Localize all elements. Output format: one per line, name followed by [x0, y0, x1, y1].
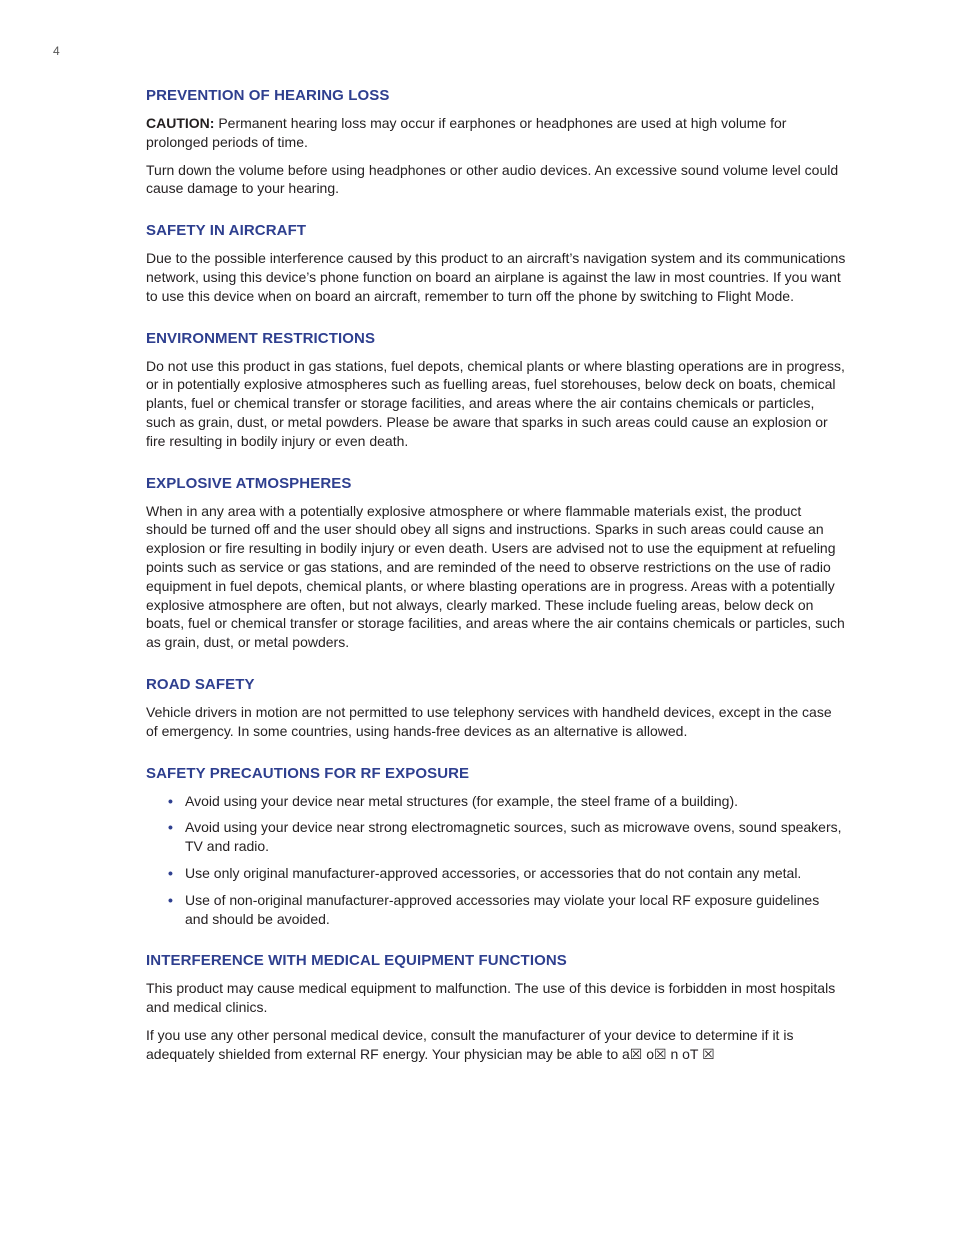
section-heading: SAFETY PRECAUTIONS FOR RF EXPOSURE	[146, 764, 470, 782]
section-medical	[146, 951, 846, 1063]
list-item-text: Use of non-original manufacturer-approved accessories may violate your local RF exposure guidelines and should be avoided.	[185, 891, 820, 927]
body-paragraph: Turn down the volume before using headphones or other audio devices. An excessive sound volume level could cause damage to your hearing.	[146, 161, 839, 197]
section-rf-exposure	[146, 764, 846, 929]
bullet-icon: •	[168, 864, 173, 881]
page-number: 4	[53, 44, 60, 58]
list-item	[146, 792, 846, 811]
body-paragraph: Vehicle drivers in motion are not permitted to use telephony services with handheld devices, except in the case of emergency. In some countries, using hands-free devices as an alternative is allowed.	[146, 703, 832, 739]
body-paragraph: When in any area with a potentially explosive atmosphere or where flammable materials exist, the product should be turned off and the user should obey all signs and instructions. Sparks in such areas could cause an explosion or fire resulting in bodily injury or even death. Users are advised not to use the equipment at refueling points such as service or gas stations, and are reminded of the need to observe restrictions on the use of radio equipment in fuel depots, chemical plants, or where blasting operations are in progress. Areas with a potentially explosive atmosphere are often, but not always, clearly marked. These include fueling areas, below deck on boats, fuel or chemical transfer or storage facilities, and areas where the air contains chemicals or particles, such as grain, dust, or metal powders.	[146, 502, 845, 651]
section-aircraft	[146, 221, 846, 305]
section-heading: ENVIRONMENT RESTRICTIONS	[146, 329, 376, 347]
list-item	[146, 864, 846, 883]
section-heading: INTERFERENCE WITH MEDICAL EQUIPMENT FUNCTIONS	[146, 952, 567, 970]
body-paragraph: This product may cause medical equipment to malfunction. The use of this device is forbidden in most hospitals and medical clinics.	[146, 980, 836, 1016]
section-explosive	[146, 474, 846, 652]
bullet-icon: •	[168, 819, 173, 836]
bullet-icon: •	[168, 792, 173, 809]
bullet-icon: •	[168, 891, 173, 908]
section-environment	[146, 329, 846, 451]
section-road-safety	[146, 675, 846, 741]
body-paragraph: Do not use this product in gas stations, fuel depots, chemical plants or where blasting operations are in progress, or in potentially explosive atmospheres such as fuelling areas, fuel storehouses, below deck on boats, chemical plants, fuel or chemical transfer or storage facilities, and areas where the air contains chemicals or particles, such as grain, dust, or metal powders. Please be aware that sparks in such areas could cause an explosion or fire resulting in bodily injury or even death.	[146, 357, 845, 449]
list-item	[146, 891, 846, 929]
body-paragraph: Due to the possible interference caused by this product to an aircraft’s navigation system and its communications network, using this device’s phone function on board an airplane is against the law in most countries. If you want to use this device when on board an aircraft, remember to turn off the phone by switching to Flight Mode.	[146, 250, 846, 304]
section-heading: PREVENTION OF HEARING LOSS	[146, 87, 390, 104]
list-item-text: Avoid using your device near strong electromagnetic sources, such as microwave ovens, sound speakers, TV and radio.	[185, 819, 842, 855]
list-item-text: Use only original manufacturer-approved accessories, or accessories that do not contain any metal.	[185, 864, 802, 881]
body-paragraph: If you use any other personal medical device, consult the manufacturer of your device to determine if it is adequately shielded from external RF energy. Your physician may be able to a☒ o☒ n oT ☒	[146, 1026, 794, 1062]
bullet-list	[146, 792, 846, 929]
section-hearing-loss	[146, 86, 846, 198]
caution-label: CAUTION:	[146, 115, 215, 131]
section-heading: EXPLOSIVE ATMOSPHERES	[146, 474, 352, 492]
section-heading: ROAD SAFETY	[146, 675, 255, 693]
section-heading: SAFETY IN AIRCRAFT	[146, 222, 307, 240]
list-item-text: Avoid using your device near metal structures (for example, the steel frame of a building).	[185, 792, 739, 809]
caution-paragraph	[146, 114, 846, 152]
caution-text: Permanent hearing loss may occur if earphones or headphones are used at high volume for prolonged periods of time.	[146, 115, 787, 150]
list-item	[146, 818, 846, 856]
document-body	[146, 86, 846, 1087]
